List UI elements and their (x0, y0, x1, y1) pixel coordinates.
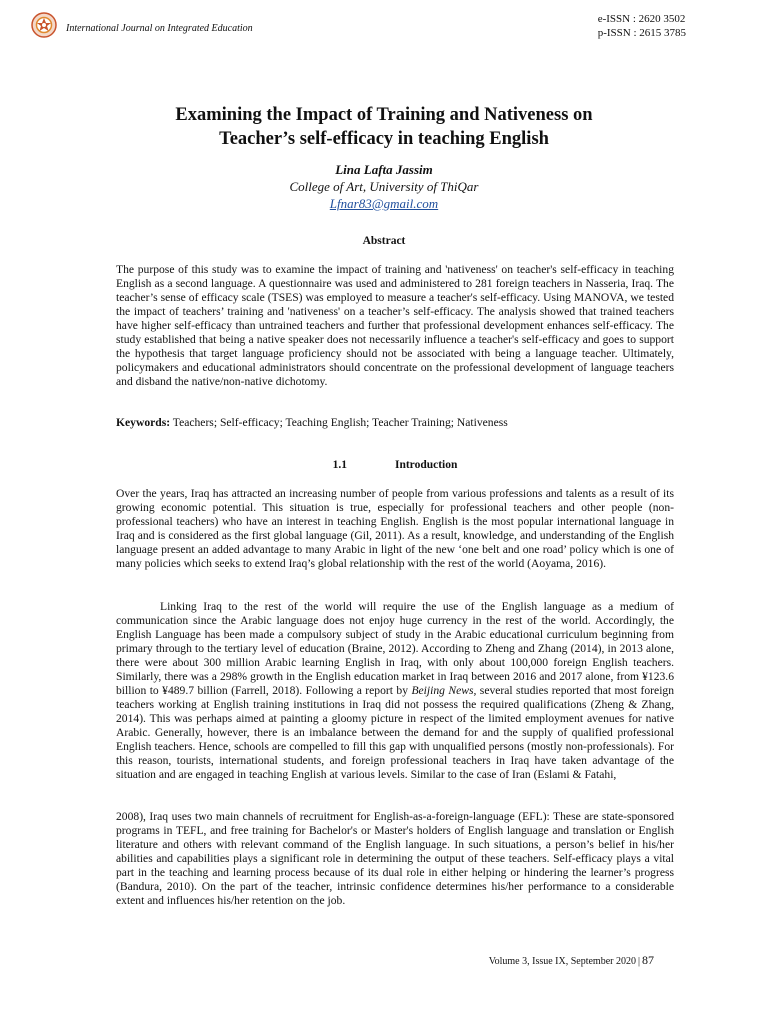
abstract-text: The purpose of this study was to examine the impact of training and 'nativeness' on teacher's self-efficacy in teaching English as a second language. A questionnaire was used and administered to 281 foreign teachers in Nasseria, Iraq. The teacher’s sense of efficacy scale (TSES) was employed to measure a teacher's self-efficacy. Using MANOVA, we tested the impact of teachers’ training and 'nativeness' on a teacher’s self-efficacy. The analysis showed that trained teachers have higher self-efficacy than untrained teachers and further that professional development enhances self-efficacy. The study established that being a native speaker does not necessarily influence a teacher's self-efficacy and goes to support the hypothesis that target language proficiency should not be associated with being a language teacher. Ultimately, policymakers and educational administrators should concentrate on the professional development of language teachers and disband the native/non-native dichotomy. (116, 263, 674, 388)
footer-volume: Volume 3, Issue IX, September 2020 (488, 956, 636, 967)
intro-paragraph-2-part-2: several studies reported that most foreign teachers working at English training institutions in Iraq did not possess the required qualifications (Zheng & Zhang, 2014). This was perhaps aimed at painting a gloomy picture in respect of the limited employment avenues for native Arabic. Generally, however, there is an imbalance between the demand for and the supply of qualified professional English teachers. Hence, schools are compelled to fill this gap with unqualified persons (mostly non-professionals). For this reason, tourists, international students, and foreign professional teachers in Iraq have taken advantage of the situation and are engaged in teaching English at various levels. Similar to the case of Iran (Eslami & Fatahi, (116, 684, 675, 781)
issn-block (598, 12, 686, 40)
section-heading (116, 459, 674, 471)
section-number: 1.1 (332, 459, 347, 471)
intro-paragraph-1: Over the years, Iraq has attracted an increasing number of people from various professions and talents as a result of its growing economic potential. This situation is true, especially for professional teachers and other people (non-professional teachers) who have an interest in teaching English. English is the most popular international language in Iraq and is considered as the first global language (Gil, 2011). As a result, knowledge, and understanding of the English language present an added advantage to many Arabic in light of the new ‘one belt and one road’ policy which is one of many policies which seeks to extend Iraq’s global relationship with the rest of the world (Aoyama, 2016). (116, 487, 674, 570)
paper-title-line-2: Teacher’s self-efficacy in teaching English (219, 129, 549, 149)
eissn: e-ISSN : 2620 3502 (597, 13, 686, 25)
pissn: p-ISSN : 2615 3785 (597, 27, 686, 39)
journal-name: International Journal on Integrated Education (66, 23, 253, 34)
keywords-text: Teachers; Self-efficacy; Teaching English; Teacher Training; Nativeness (170, 416, 508, 429)
author-email-link[interactable]: Lfnar83@gmail.com (329, 196, 439, 211)
page-number: 87 (642, 953, 654, 967)
footer-separator: | (637, 956, 640, 967)
section-title: Introduction (394, 459, 458, 471)
abstract-heading: Abstract (362, 235, 406, 247)
intro-paragraph-2-part-1: Linking Iraq to the rest of the world will require the use of the English language as a medium of communication since the Arabic language does not enjoy huge currency in the rest of the world. Accordingly, the English Language has been made a compulsory subject of study in the Arabic educational curriculum beginning from primary through to the tertiary level of education (Braine, 2012). According to Zheng and Zhang (2014), in 2013 alone, there were about 300 million Arabic learning English in Iraq, with only about 100,000 foreign English teachers. Similarly, there was a 298% growth in the English education market in Iraq between 2016 and 2017 alone, from ¥123.6 billion to ¥489.7 billion (Farrell, 2018). Following a report by (116, 600, 674, 697)
author-affiliation: College of Art, University of ThiQar (289, 179, 479, 194)
author-name: Lina Lafta Jassim (335, 162, 433, 177)
journal-logo-icon (31, 12, 57, 38)
paper-title-line-1: Examining the Impact of Training and Nativeness on (175, 105, 593, 125)
page-header (31, 8, 737, 46)
intro-paragraph-2 (116, 600, 674, 782)
intro-paragraph-2-italic: Beijing News, (411, 684, 477, 697)
intro-paragraph-3: 2008), Iraq uses two main channels of recruitment for English-as-a-foreign-language (EFL): These are state-sponsored programs in TEFL, and free training for Bachelor's or Master's holders of English language and translation or English literature and others with relevant command of the English language. In such situations, a person’s belief in his/her abilities and capabilities plays a significant role in determining the output of these teachers. Self-efficacy plays a vital part in the teaching and learning process because of its dual role in either helping or hindering the learner’s progress (Bandura, 2010). On the part of the teacher, intrinsic confidence determines his/her performance to a considerable extent and influences his/her retention on the job. (116, 810, 674, 907)
author-email (60, 196, 708, 212)
keywords-label: Keywords: (116, 416, 171, 429)
page-footer (489, 953, 654, 968)
keywords (116, 416, 674, 430)
paper-title (60, 103, 708, 151)
